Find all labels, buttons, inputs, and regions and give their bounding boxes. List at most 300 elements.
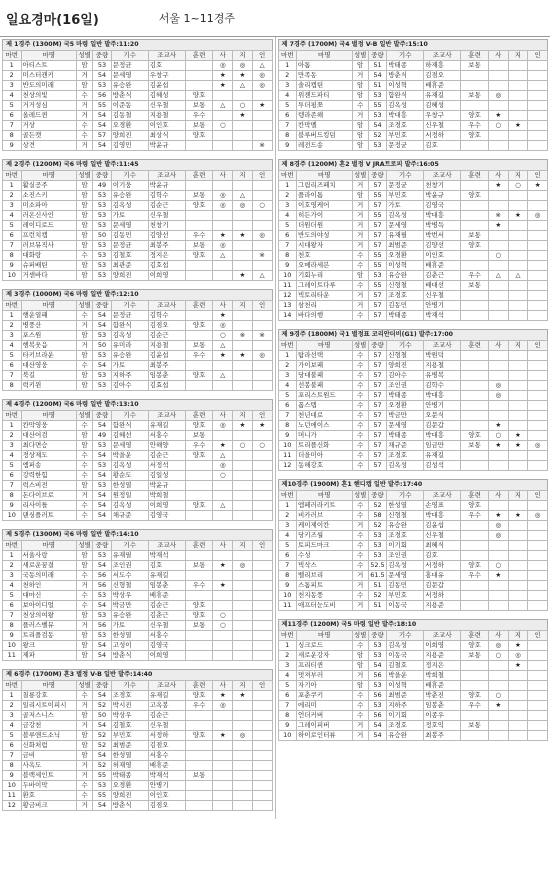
trainer: 박대흥 (424, 511, 461, 521)
horse-name: 그레이트다루 (297, 281, 353, 291)
pick-in (528, 71, 548, 81)
table-row (278, 511, 548, 521)
trainer: 이인호 (148, 791, 185, 801)
table-row (3, 141, 273, 151)
column-header-weight: 중량 (368, 51, 387, 61)
weight: 52.5 (368, 561, 387, 571)
pick-ji (508, 601, 528, 611)
trainer: 서정하 (424, 591, 461, 601)
table-row (278, 561, 548, 571)
table-header-row (278, 171, 548, 181)
trainer: 이희영 (148, 271, 185, 281)
table-row (278, 101, 548, 111)
sex: 거 (352, 221, 368, 231)
pick-sa: ◎ (488, 521, 508, 531)
horse-name: 가이보패 (297, 361, 353, 371)
sex: 암 (77, 201, 93, 211)
pick-sa (213, 641, 233, 651)
column-header-jockey: 기수 (387, 631, 424, 641)
horse-number: 5 (3, 731, 22, 741)
sex: 암 (77, 61, 93, 71)
sex: 암 (77, 731, 93, 741)
sex: 수 (77, 91, 93, 101)
pick-sa (488, 61, 508, 71)
jockey: 조경호 (387, 291, 424, 301)
pick-ji (508, 391, 528, 401)
horse-number: 8 (278, 421, 297, 431)
pick-sa (213, 741, 233, 751)
jockey: 김철호 (111, 251, 148, 261)
sex: 수 (352, 451, 368, 461)
sex: 암 (77, 751, 93, 761)
horse-number: 3 (278, 81, 297, 91)
sex: 수 (77, 121, 93, 131)
table-row (278, 731, 548, 741)
trainer: 하재흥 (424, 61, 461, 71)
pick-ji: ★ (233, 351, 253, 361)
pick-sa (488, 581, 508, 591)
horse-number: 11 (278, 281, 297, 291)
pick-in: △ (252, 61, 272, 71)
column-header-jockey: 기수 (387, 491, 424, 501)
sex: 암 (77, 191, 93, 201)
trainer: 김호 (148, 561, 185, 571)
weight: 57 (368, 241, 387, 251)
sex: 수 (77, 311, 93, 321)
column-header-weight: 중량 (93, 411, 112, 421)
training (461, 101, 489, 111)
race-1 (2, 39, 273, 151)
jockey: 김영민 (111, 141, 148, 151)
weight: 57 (93, 131, 112, 141)
table-row (3, 91, 273, 101)
trainer: 신우철 (424, 531, 461, 541)
table-row (3, 701, 273, 711)
race-header: 제 4경주 (1200M) 국6 마령 일반 발주:13:10 (2, 399, 273, 410)
pick-sa (488, 551, 508, 561)
jockey: 박태종 (387, 391, 424, 401)
horse-name: 칸막영웅 (21, 421, 77, 431)
trainer: 김순근 (148, 711, 185, 721)
training (185, 571, 213, 581)
trainer: 김효섭 (148, 381, 185, 391)
jockey: 김혜선 (111, 431, 148, 441)
pick-sa (488, 231, 508, 241)
table-row (278, 691, 548, 701)
column-header-horse-number: 마번 (3, 171, 22, 181)
trainer: 임봉춘 (148, 371, 185, 381)
pick-in (252, 311, 272, 321)
trainer: 지용준 (424, 651, 461, 661)
pick-ji (233, 641, 253, 651)
trainer: 김영국 (148, 511, 185, 521)
weight: 57 (368, 291, 387, 301)
table-row (278, 541, 548, 551)
horse-name: 아티스트 (21, 61, 77, 71)
training (185, 61, 213, 71)
training: 양호 (461, 431, 489, 441)
weight: 56 (368, 711, 387, 721)
table-header-row (3, 171, 273, 181)
pick-ji (508, 671, 528, 681)
jockey: 오경환 (111, 121, 148, 131)
column-header-horse-name: 마명 (297, 51, 353, 61)
pick-in (528, 591, 548, 601)
horse-name: 천상의여왕 (21, 611, 77, 621)
pick-in (528, 391, 548, 401)
training: 양호 (185, 421, 213, 431)
horse-name: 자기아 (297, 681, 353, 691)
sex: 수 (352, 391, 368, 401)
table-row (3, 591, 273, 601)
jockey: 양희진 (111, 791, 148, 801)
training: 양호 (185, 501, 213, 511)
horse-name: 빅삭스 (297, 561, 353, 571)
column-header-training: 훈련 (461, 341, 489, 351)
trainer: 배휴준 (424, 681, 461, 691)
horse-number: 5 (3, 591, 22, 601)
pick-in (528, 251, 548, 261)
horse-number: 8 (278, 571, 297, 581)
pick-ji: ★ (233, 231, 253, 241)
training (461, 661, 489, 671)
jockey: 유승완 (387, 731, 424, 741)
pick-sa: ◎ (213, 461, 233, 471)
jockey: 유승완 (111, 191, 148, 201)
sex: 수 (352, 691, 368, 701)
column-header-pick-ji: 지 (233, 681, 253, 691)
sex: 수 (77, 601, 93, 611)
pick-ji (508, 381, 528, 391)
sex: 수 (352, 101, 368, 111)
pick-ji (233, 451, 253, 461)
sex: 수 (77, 471, 93, 481)
weight: 49 (93, 181, 112, 191)
pick-ji (233, 751, 253, 761)
trainer: 유재길 (424, 451, 461, 461)
table-row (278, 71, 548, 81)
weight: 61.5 (368, 571, 387, 581)
trainer: 서정하 (424, 131, 461, 141)
jockey: 한성열 (387, 501, 424, 511)
jockey: 최관준 (111, 261, 148, 271)
horse-name: 북길 (21, 371, 77, 381)
horse-number: 4 (278, 381, 297, 391)
pick-in (528, 361, 548, 371)
sex: 수 (352, 311, 368, 321)
sex: 암 (352, 271, 368, 281)
pick-ji (233, 601, 253, 611)
sex: 거 (77, 621, 93, 631)
pick-in (252, 501, 272, 511)
table-row (278, 531, 548, 541)
column-header-pick-sa: 사 (488, 631, 508, 641)
race-table (2, 540, 273, 661)
pick-in (528, 261, 548, 271)
table-row (3, 201, 273, 211)
race-table (278, 50, 549, 151)
weight: 53 (368, 641, 387, 651)
jockey: 가토 (111, 621, 148, 631)
table-row (278, 451, 548, 461)
jockey: 박상우 (111, 711, 148, 721)
horse-number: 4 (278, 531, 297, 541)
weight: 53 (93, 251, 112, 261)
sex: 거 (352, 571, 368, 581)
horse-name: 럭키윈 (21, 381, 77, 391)
table-row (3, 551, 273, 561)
pick-ji (508, 61, 528, 71)
pick-ji (508, 681, 528, 691)
pick-in (252, 581, 272, 591)
sex: 거 (352, 181, 368, 191)
pick-ji (508, 731, 528, 741)
sex: 수 (77, 571, 93, 581)
training: 보통 (185, 121, 213, 131)
pick-sa (488, 301, 508, 311)
trainer: 김문갑 (424, 581, 461, 591)
weight: 57 (368, 381, 387, 391)
table-row (3, 471, 273, 481)
pick-in (252, 451, 272, 461)
jockey: 박태종 (387, 311, 424, 321)
horse-number: 1 (3, 551, 22, 561)
column-header-training: 훈련 (461, 51, 489, 61)
weight: 54 (93, 421, 112, 431)
sex: 수 (352, 401, 368, 411)
pick-sa: ○ (488, 651, 508, 661)
training (461, 201, 489, 211)
training (185, 631, 213, 641)
pick-sa (213, 761, 233, 771)
column-header-sex: 성별 (353, 171, 367, 179)
sex: 수 (352, 541, 368, 551)
pick-in (252, 771, 272, 781)
horse-number: 2 (278, 191, 297, 201)
jockey: 김옥성 (111, 331, 148, 341)
pick-ji (233, 491, 253, 501)
sex: 수 (77, 691, 93, 701)
trainer: 박춘진 (424, 691, 461, 701)
jockey: 허재영 (111, 761, 148, 771)
pick-sa: ★ (488, 181, 508, 191)
jockey: 방춘식 (111, 91, 148, 101)
weight: 55 (368, 191, 387, 201)
jockey: 방춘식 (387, 71, 424, 81)
pick-ji (233, 761, 253, 771)
weight: 53 (93, 371, 112, 381)
trainer: 신우철 (148, 621, 185, 631)
weight: 50 (93, 341, 112, 351)
horse-number: 5 (3, 221, 22, 231)
trainer: 이희영 (148, 651, 185, 661)
pick-sa (213, 141, 233, 151)
race-header: 제 2경주 (1200M) 국6 마령 일반 발주:11:45 (2, 159, 273, 170)
column-header-weight: 중량 (368, 491, 387, 501)
race-header: 제10경주 (1900M) 혼1 핸디캡 일반 발주:17:40 (278, 479, 549, 490)
sex: 거 (77, 341, 93, 351)
pick-sa (213, 551, 233, 561)
weight: 53 (368, 541, 387, 551)
table-row (3, 191, 273, 201)
jockey: 박태종 (387, 61, 424, 71)
table-row (278, 221, 548, 231)
pick-ji: ★ (508, 661, 528, 671)
jockey: 이기회 (387, 541, 424, 551)
training (461, 71, 489, 81)
table-row (3, 761, 273, 771)
pick-in (528, 501, 548, 511)
pick-in (528, 231, 548, 241)
race-6 (2, 669, 273, 811)
pick-ji (508, 591, 528, 601)
trainer: 손영표 (424, 501, 461, 511)
table-row (3, 801, 273, 811)
horse-name: 대산어검 (21, 431, 77, 441)
trainer: 유재길 (148, 571, 185, 581)
horse-number: 12 (278, 291, 297, 301)
column-header-pick-in: 인 (252, 51, 272, 61)
horse-number: 4 (278, 91, 297, 101)
horse-number: 6 (3, 601, 22, 611)
horse-name: 트리플신화 (297, 441, 353, 451)
jockey: 김옥성 (387, 211, 424, 221)
table-row (278, 601, 548, 611)
jockey: 문세영 (111, 221, 148, 231)
sex: 암 (77, 741, 93, 751)
horse-number: 2 (278, 511, 297, 521)
table-row (278, 401, 548, 411)
jockey: 문세영 (387, 421, 424, 431)
horse-name: 반도의미래 (21, 81, 77, 91)
pick-sa: ○ (213, 331, 233, 341)
table-row (3, 561, 273, 571)
training: 보통 (461, 231, 489, 241)
horse-name: 만족동 (297, 71, 353, 81)
training: 양호 (185, 251, 213, 261)
horse-number: 6 (3, 231, 22, 241)
table-row (3, 271, 273, 281)
jockey: 유승완 (387, 521, 424, 531)
pick-ji (233, 571, 253, 581)
weight: 58 (368, 511, 387, 521)
training (461, 221, 489, 231)
sex: 암 (352, 61, 368, 71)
column-header-jockey: 기수 (387, 171, 424, 181)
pick-sa (213, 631, 233, 641)
pick-in (252, 711, 272, 721)
jockey: 김옥성 (111, 201, 148, 211)
trainer: 김학수 (424, 381, 461, 391)
table-row (3, 121, 273, 131)
column-header-pick-in: 인 (528, 631, 548, 641)
training (185, 551, 213, 561)
column-header-weight: 중량 (93, 51, 112, 61)
pick-ji: ◎ (508, 651, 528, 661)
training (185, 221, 213, 231)
sex: 암 (77, 431, 93, 441)
training (185, 801, 213, 811)
sex: 암 (77, 371, 93, 381)
horse-name: 삼천리 (297, 301, 353, 311)
sex: 거 (77, 321, 93, 331)
jockey: 김옥성 (387, 461, 424, 471)
race-header: 제 3경주 (1000M) 국6 마령 일반 발주:12:10 (2, 289, 273, 300)
pick-ji (508, 571, 528, 581)
pick-sa: ★ (213, 581, 233, 591)
trainer: 김춘근 (148, 611, 185, 621)
training (461, 81, 489, 91)
pick-in (252, 551, 272, 561)
pick-sa: ○ (488, 121, 508, 131)
weight: 56 (368, 671, 387, 681)
sex: 거 (77, 111, 93, 121)
column-header-training: 훈련 (461, 171, 489, 181)
sex: 수 (352, 421, 368, 431)
table-header-row (3, 681, 273, 691)
sex: 수 (352, 371, 368, 381)
training (461, 601, 489, 611)
pick-ji: ★ (508, 641, 528, 651)
column-header-weight: 중량 (368, 341, 387, 351)
pick-in (528, 131, 548, 141)
jockey: 문정균 (111, 61, 148, 71)
horse-name: 더원더원 (297, 221, 353, 231)
table-row (3, 641, 273, 651)
pick-sa: ◎ (488, 641, 508, 651)
race-table (2, 170, 273, 281)
trainer: 이희영 (424, 641, 461, 651)
pick-sa (488, 241, 508, 251)
jockey: 조인권 (387, 381, 424, 391)
horse-number: 2 (3, 431, 22, 441)
pick-in: ※ (252, 251, 272, 261)
table-row (278, 581, 548, 591)
pick-in (528, 411, 548, 421)
training: 양호 (185, 201, 213, 211)
jockey: 서도수 (111, 571, 148, 581)
weight: 53 (93, 461, 112, 471)
pick-in (528, 381, 548, 391)
pick-in (252, 761, 272, 771)
pick-sa: ★ (213, 731, 233, 741)
sex: 수 (352, 351, 368, 361)
pick-sa: ★ (213, 691, 233, 701)
pick-sa (213, 601, 233, 611)
horse-name: 환호 (21, 791, 77, 801)
horse-number: 6 (278, 111, 297, 121)
weight: 53 (93, 81, 112, 91)
pick-ji (508, 71, 528, 81)
pick-sa (488, 591, 508, 601)
column-header-weight: 중량 (93, 171, 112, 181)
horse-number: 2 (3, 71, 22, 81)
table-row (278, 191, 548, 201)
jockey: 김옥성 (387, 641, 424, 651)
horse-name: 블루앤드소닉 (21, 731, 77, 741)
horse-number: 11 (278, 601, 297, 611)
pick-sa: ○ (213, 471, 233, 481)
training: 양호 (461, 111, 489, 121)
trainer: 천창기 (148, 221, 185, 231)
training: 우수 (461, 121, 489, 131)
horse-name: 포리스트원드 (297, 391, 353, 401)
sex: 수 (352, 641, 368, 651)
table-row (278, 501, 548, 511)
horse-number: 7 (3, 121, 22, 131)
pick-sa (213, 781, 233, 791)
training: 우수 (185, 701, 213, 711)
